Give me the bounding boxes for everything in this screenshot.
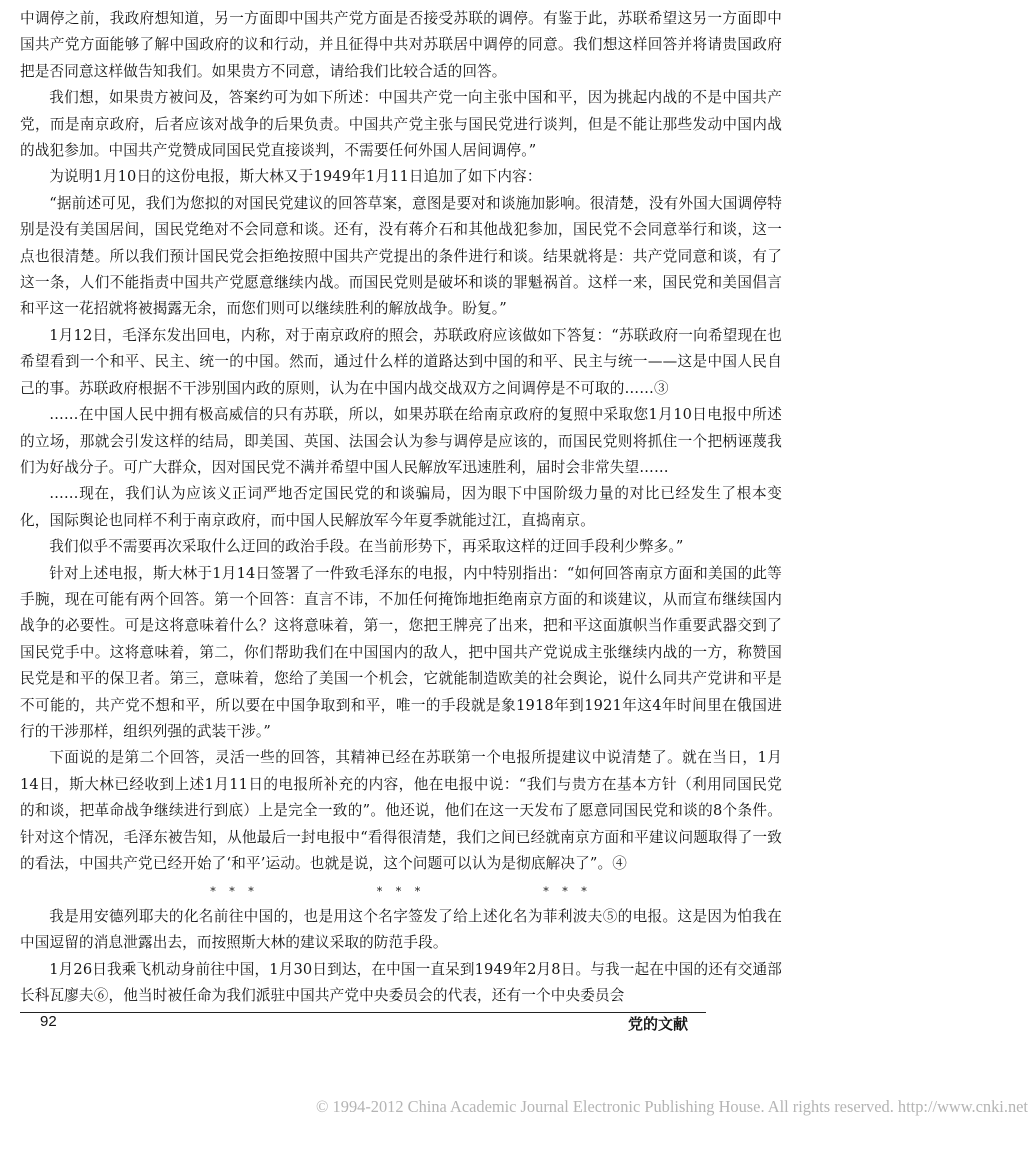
separator-stars: * * * bbox=[543, 885, 592, 899]
document-page bbox=[20, 0, 1028, 1150]
paragraph: ……在中国人民中拥有极高威信的只有苏联，所以，如果苏联在给南京政府的复照中采取您1月10日电报中所述的立场，那就会引发这样的结局，即美国、英国、法国会认为参与调停是应该的，而国民党则将抓住一个把柄诬蔑我们为好战分子。可广大群众，因对国民党不满并希望中国人民解放军迅速胜利，届时会非常失望…… bbox=[20, 406, 782, 476]
paragraph: 1月12日，毛泽东发出回电，内称，对于南京政府的照会，苏联政府应该做如下答复：“苏联政府一向希望现在也希望看到一个和平、民主、统一的中国。然而，通过什么样的道路达到中国的和平、民主与统一——这是中国人民自己的事。苏联政府根据不干涉别国内政的原则，认为在中国内战交战双方之间调停是不可取的……③ bbox=[20, 326, 782, 397]
separator-stars: * * * bbox=[376, 885, 426, 899]
copyright-watermark: © 1994-2012 China Academic Journal Electronic Publishing House. All rights reserved. http://www.cnki.net bbox=[316, 1097, 1028, 1116]
footer-rule bbox=[20, 1012, 706, 1013]
separator-stars: * * * bbox=[210, 885, 259, 899]
paragraph: 下面说的是第二个回答，灵活一些的回答，其精神已经在苏联第一个电报所提建议中说清楚了。就在当日，1月14日，斯大林已经收到上述1月11日的电报所补充的内容，他在电报中说：“我们与贵方在基本方针（利用同国民党的和谈，把革命战争继续进行到底）上是完全一致的”。他还说，他们在这一天发布了愿意同国民党和谈的8个条件。针对这个情况，毛泽东被告知，从他最后一封电报中“看得很清楚，我们之间已经就南京方面和平建议问题取得了一致的看法，中国共产党已经开始了‘和平’运动。也就是说，这个问题可以认为是彻底解决了”。④ bbox=[20, 749, 782, 872]
paragraph: 我们想，如果贵方被问及，答案约可为如下所述：中国共产党一向主张中国和平，因为挑起内战的不是中国共产党，而是南京政府，后者应该对战争的后果负责。中国共产党主张与国民党进行谈判，但是不能让那些发动中国内战的战犯参加。中国共产党赞成同国民党直接谈判，不需要任何外国人居间调停。” bbox=[20, 89, 782, 160]
page-number: 92 bbox=[40, 1013, 57, 1030]
section-separator bbox=[20, 877, 782, 903]
paragraph: “据前述可见，我们为您拟的对国民党建议的回答草案，意图是要对和谈施加影响。很清楚，没有外国大国调停特别是没有美国居间，国民党绝对不会同意和谈。还有，没有蒋介石和其他战犯参加，国民党不会同意举行和谈，这一点也很清楚。所以我们预计国民党会拒绝按照中国共产党提出的条件进行和谈。结果就将是：共产党同意和谈，有了这一条，人们不能指责中国共产党愿意继续内战。而国民党则是破坏和谈的罪魁祸首。这样一来，国民党和美国倡言和平这一花招就将被揭露无余，而您们则可以继续胜利的解放战争。盼复。” bbox=[20, 194, 782, 318]
article-body bbox=[20, 6, 782, 1009]
paragraph: 为说明1月10日的这份电报，斯大林又于1949年1月11日追加了如下内容： bbox=[49, 168, 542, 186]
journal-title: 党的文献 bbox=[628, 1015, 689, 1033]
paragraph: 我是用安德列耶夫的化名前往中国的，也是用这个名字签发了给上述化名为菲利波夫⑤的电报。这是因为怕我在中国逗留的消息泄露出去，而按照斯大林的建议采取的防范手段。 bbox=[20, 907, 782, 952]
paragraph: 1月26日我乘飞机动身前往中国，1月30日到达，在中国一直呆到1949年2月8日。与我一起在中国的还有交通部长科瓦廖夫⑥，他当时被任命为我们派驻中国共产党中央委员会的代表，还有一个中央委员会 bbox=[20, 960, 782, 1005]
paragraph: 针对上述电报，斯大林于1月14日签署了一件致毛泽东的电报，内中特别指出：“如何回答南京方面和美国的此等手腕，现在可能有两个回答。第一个回答：直言不讳，不加任何掩饰地拒绝南京方面的和谈建议，从而宣布继续国内战争的必要性。可是这将意味着什么？这将意味着，第一，您把王牌亮了出来，把和平这面旗帜当作重要武器交到了国民党手中。这将意味着，第二，你们帮助我们在中国国内的敌人，把中国共产党说成主张继续内战的一方，称赞国民党是和平的保卫者。第三，意味着，您给了美国一个机会，它就能制造欧美的社会舆论，说什么同共产党讲和平是不可能的，共产党不想和平，所以要在中国争取到和平，唯一的手段就是象1918年到1921年这4年时间里在俄国进行的干涉那样，组织列强的武装干涉。” bbox=[20, 564, 782, 740]
paragraph: 中调停之前，我政府想知道，另一方面即中国共产党方面是否接受苏联的调停。有鉴于此，苏联希望这另一方面即中国共产党方面能够了解中国政府的议和行动，并且征得中共对苏联居中调停的同意。我们想这样回答并将请贵国政府把是否同意这样做告知我们。如果贵方不同意，请给我们比较合适的回答。 bbox=[20, 10, 782, 80]
paragraph: 我们似乎不需要再次采取什么迂回的政治手段。在当前形势下，再采取这样的迂回手段利少弊多。” bbox=[49, 538, 684, 556]
paragraph: ……现在，我们认为应该义正词严地否定国民党的和谈骗局，因为眼下中国阶级力量的对比已经发生了根本变化，国际舆论也同样不利于南京政府，而中国人民解放军今年夏季就能过江，直捣南京。 bbox=[20, 485, 782, 529]
